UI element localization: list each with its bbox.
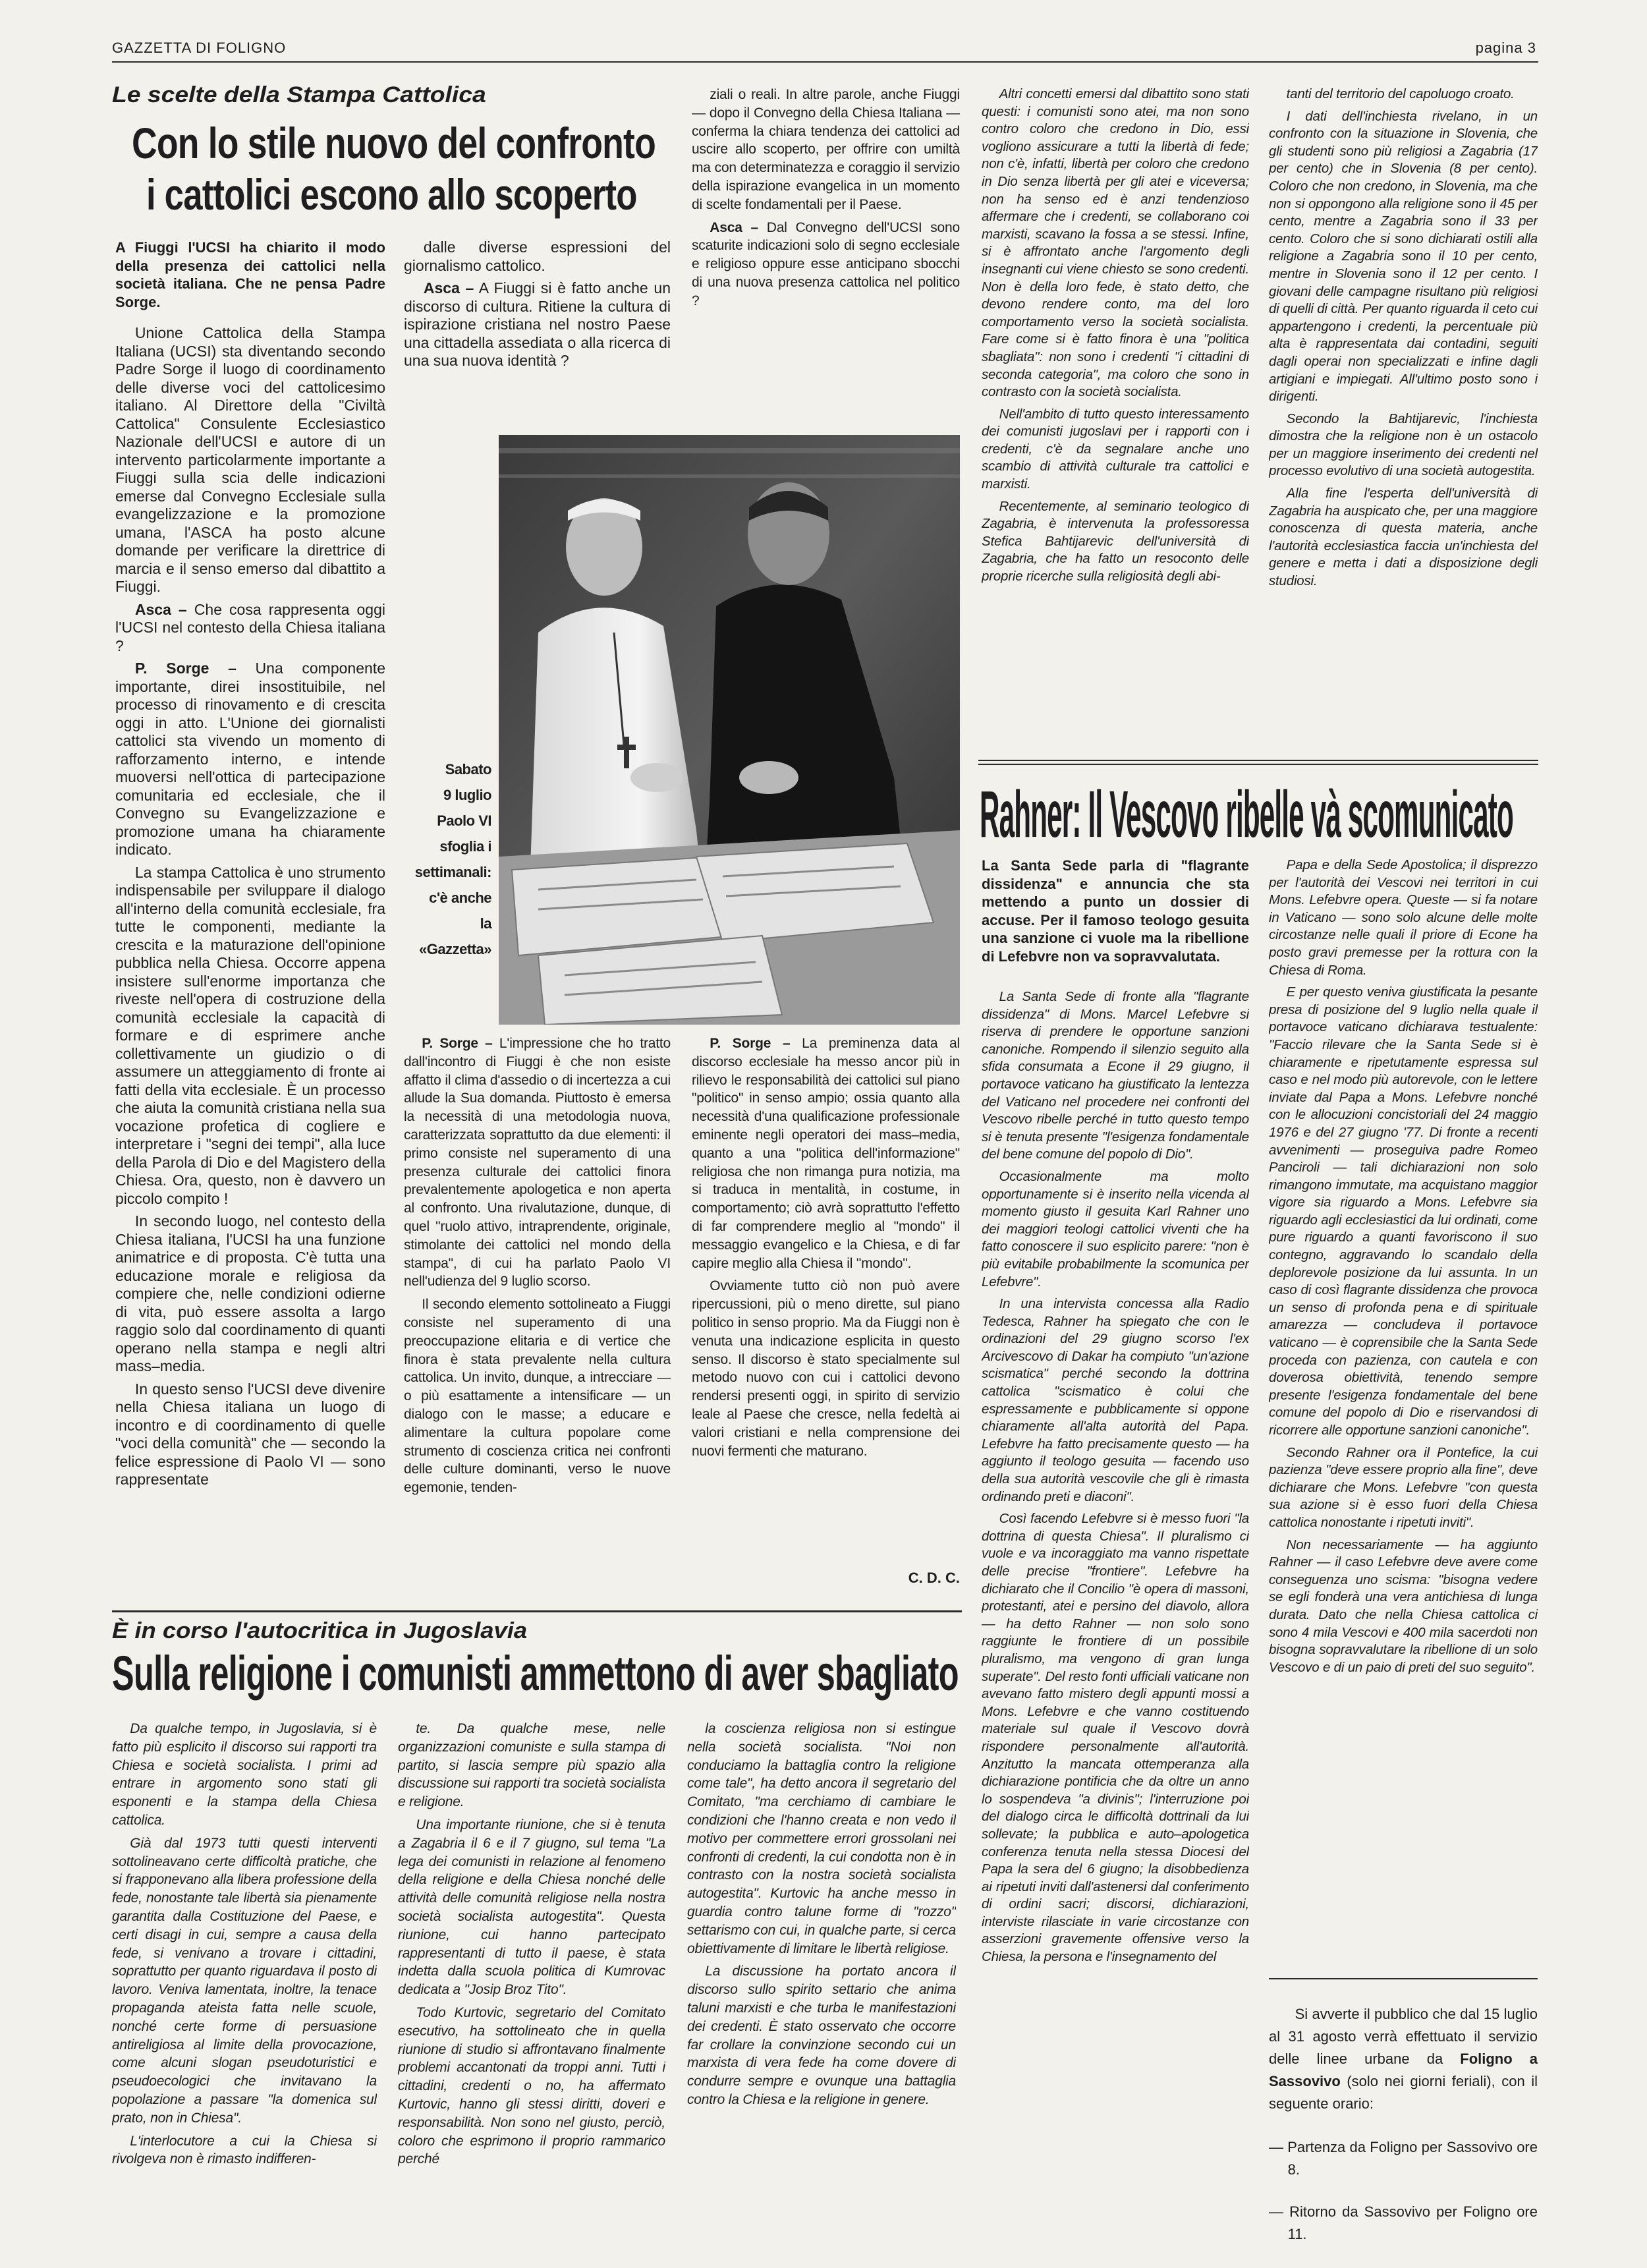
paragraph-text: Il secondo elemento sottolineato a Fiuggi consiste nel superamento di una preoccupazione elitaria e di vertice che finora è stata prevalente nella cultura cattolica. Un invito, dunque, a intrecciare — o più esattamente a intensificare — un dialogo con le masse; a educare e alimentare la cultura popolare come strumento di coscienza critica nei confronti delle culture dominanti, verso le nuove egemonie, tenden- [404, 1297, 671, 1496]
paragraph-text: dalle diverse espressioni del giornalismo cattolico. [404, 239, 671, 274]
paragraph-text: In una intervista concessa alla Radio Tedesca, Rahner ha spiegato che con le ordinazioni del 29 giugno scorso l'ex Arcivescovo di Dakar ha compiuto "un'azione scismatica" perché secondo la dottrina cattolica "scismatico è colui che espressamente e pubblicamente si oppone chiaramente all'alta autorità del Papa. Lefebvre ha fatto precisamente questo — ha aggiunto il teologo gesuita — facendo uso della sua autorità vescovile che gli è rimasta ordinando preti e diaconi". [982, 1296, 1249, 1504]
speaker-lead: P. Sorge – [134, 660, 237, 677]
jugoslavia-kicker: È in corso l'autocritica in Jugoslavia [112, 1618, 528, 1643]
article1-column-2-bottom [404, 1035, 671, 1588]
paragraph [398, 2004, 665, 2169]
paragraph [1269, 1537, 1538, 1677]
page-number: pagina 3 [1475, 40, 1536, 56]
jugoslavia-column-b [398, 1720, 665, 2234]
paragraph-text: La stampa Cattolica è uno strumento indispensabile per sviluppare il dialogo all'interno della comunità ecclesiale, fra tutte le componenti, mediante la crescita e la maturazione dell'opinione pubblica nella Chiesa. Occorre appena insistere sull'enorme importanza che riveste nell'opera di costruzione della comunità ecclesiale la capacità di formare e di esprimere anche collettivamente un giudizio o di assumere un atteggiamento di fronte ai fatti della vita ecclesiale. È un processo che aiuta la comunità cristiana nella sua vocazione profetica di cogliere e interpretare i "segni dei tempi", alla luce della Parola di Dio e del Magistero della Chiesa. Ora, questo, non è davvero un piccolo compito ! [115, 863, 385, 1207]
paragraph [982, 1295, 1249, 1506]
paragraph-text: La preminenza data al discorso ecclesiale ha messo ancor più in rilievo le responsabilità dei cattolici sul piano "politico" in senso ampio; ossia quanto alla necessità d'una qualificazione professionale eminente negli operatori dei mass–media, quanto a una "politica dell'informazione" religiosa che non rimanga pura notizia, ma si traduca in mentalità, in costume, in comportamento; ciò avrà soprattutto l'effetto di far comprendere meglio al "mondo" il messaggio evangelico e la Chiesa, e di far capire meglio alla Chiesa il "mondo". [692, 1036, 960, 1271]
paragraph [982, 498, 1249, 586]
notice-return: — Ritorno da Sassovivo per Foligno ore 11. [1269, 2203, 1538, 2242]
paragraph [112, 1834, 377, 2128]
paragraph-text: ziali o reali. In altre parole, anche Fiuggi — dopo il Convegno della Chiesa Italiana — conferma la chiara tendenza dei cattolici ad uscire allo scoperto, per offrire con umiltà ma con determinatezza e coraggio il servizio della ispirazione evangelica in un momento di scelte fondamentali per il Paese. [692, 87, 960, 212]
speaker-lead: Asca – [423, 279, 474, 297]
paragraph-text: Una componente importante, direi insostituibile, nel processo di rinovamento e di crescita oggi in atto. L'Unione dei giornalisti cattolici sta vivendo un momento di rafforzamento interno, e intende muoversi nell'ottica di partecipazione comunitaria ed ecclesiale, che il Convegno su Evangelizzazione e promozione umana ha chiaramente indicato. [115, 660, 385, 858]
paragraph [404, 239, 671, 275]
paragraph [404, 1295, 671, 1497]
paragraph-text: La discussione ha portato ancora il discorso sullo spirito settario che anima taluni marxisti e che turba le manifestazioni dei credenti. È stato osservato che occorre far crollare la convinzione secondo cui un marxista di vera fede ha come dovere di condurre sempre e ovunque una battaglia contro la Chiesa e la religione in genere. [687, 1964, 956, 2107]
paragraph-text: Unione Cattolica della Stampa Italiana (UCSI) sta diventando secondo Padre Sorge il luogo di coordinamento delle diverse voci del cattolicesimo italiano. Al Direttore della "Civiltà Cattolica" Consulente Ecclesiastico Nazionale dell'UCSI e autore di un intervento particolarmente importante a Fiuggi sulla scia delle indicazioni emerse dal Convegno Ecclesiale sulla evangelizzazione e la promozione umana, l'ASCA ha posto alcune domande per verificare la direttrice di marcia e il senso emerso dal dibattito a Fiuggi. [115, 324, 385, 595]
article1-kicker-wrap [112, 82, 486, 108]
paragraph-text: E per questo veniva giustificata la pesante presa di posizione del 9 luglio nella quale il portavoce vaticano dichiarava testualente: "Faccio rilevare che la Santa Sede si è chiaramente e ripetutamente espressa sul caso e nel modo più autorevole, con le lettere inviate dal Papa a Mons. Lefebvre nonché con le allocuzioni concistoriali del 24 maggio 1976 e del 27 giugno '77. Di fronte a recenti avvenimenti — proseguiva padre Romeo Panciroli — tali dichiarazioni non solo rimangono immutate, ma acquistano maggior vigore sia riguardo a Mons. Lefebvre sia riguardo agli ecclesiastici da lui ordinati, come pure riguardo a quanti favoriscono il suo contegno, aggravando lo scandalo della deplorevole posizione da lui assunta. In un caso di così flagrante dissidenza che provoca un senso di profonda pena e di spirituale amarezza — concludeva il portavoce vaticano — è coprensibile che la Santa Sede proceda con pazienza, con cautela e con doverosa obiettività, tenendo sempre presente l'esigenza fondamentale del bene comune del popolo di Dio e riservandosi di ricorrere alle opportune sanzioni canoniche". [1269, 984, 1538, 1438]
jugoslavia-headline-wrap [112, 1647, 959, 1700]
jugoslavia-column-a [112, 1720, 377, 2234]
paragraph [398, 1816, 665, 1999]
speaker-lead: Asca – [710, 219, 758, 235]
speaker-lead: P. Sorge – [422, 1036, 493, 1051]
paragraph-text: Dal Convegno dell'UCSI sono scaturite indicazioni solo di segno ecclesiale e religioso oppure esse anticipano sbocchi di una nuova presenza cattolica nel politico ? [692, 219, 960, 308]
jugoslavia-headline: Sulla religione i comunisti ammettono di aver sbagliato [112, 1646, 959, 1701]
paragraph [1269, 108, 1538, 406]
paragraph-text: Occasionalmente ma molto opportunamente si è inserito nella vicenda al momento giusto il gesuita Karl Rahner uno dei maggiori teologi cattolici viventi che ha fatto conoscere il suo esplicito parere: "non è più evitabile probabilmente la scomunica per Lefebvre". [982, 1168, 1249, 1290]
speaker-lead: P. Sorge – [710, 1036, 791, 1051]
paragraph-text: Todo Kurtovic, segretario del Comitato esecutivo, ha sottolineato che in quella riunione di studio si affrontavano finalmente problemi accantonati da troppi anni. Tutti i cittadini, credenti o no, ha affermato Kurtovic, hanno gli stessi diritti, doveri e responsabilità. Non sono nel giusto, perciò, coloro che esprimono il proprio rammarico perché [398, 2004, 665, 2167]
paragraph-text: A Fiuggi si è fatto anche un discorso di cultura. Ritiene la cultura di ispirazione cristiana nel nostro Paese una cittadella assediata o alla ricerca di una sua nuova identità ? [404, 279, 671, 369]
paragraph-text: La Santa Sede di fronte alla "flagrante dissidenza" di Mons. Marcel Lefebvre si riserva di prendere le opportune sanzioni canoniche. Rompendo il silenzio seguito alla sfida consumata a Econe il 29 giugno, il portavoce vaticano ha giustificato la lentezza del Vaticano nel procedere nei confronti del Vescovo ribelle perché in tutto questo tempo si è tenuta presente "l'esigenza fondamentale del bene comune del popolo di Dio". [982, 989, 1249, 1162]
caption-line: la [480, 915, 491, 932]
header-rule [112, 61, 1538, 63]
paragraph-text: Altri concetti emersi dal dibattito sono stati questi: i comunisti sono atei, ma non sono contro coloro che credono in Dio, essi vogliono assicurare a tutti la libertà di fede; non c'è, infatti, libertà per coloro che credono in Dio senza libertà per gli atei e viceversa; non ha senso ed è anzi tendenzioso affermare che i credenti, se collaborano coi marxisti, scavano la fossa a se stessi. Infine, si è affrontato anche l'argomento degli insegnanti cui viene chiesto se sono credenti. Non è della loro fede, è stato detto, che devono rendere conto, ma del loro comportamento verso la società socialista. Fare come si è fatto finora è una "politica sbagliata": non sono i credenti "i cittadini di seconda categoria", ma coloro che sono in contrasto con la società socialista. [982, 86, 1249, 400]
paragraph-text: I dati dell'inchiesta rivelano, in un confronto con la situazione in Slovenia, che gli studenti sono più religiosi a Zagabria (17 per cento) che in Slovenia (8 per cento). Coloro che non credono, in Slovenia, ma che non si oppongono alla religione sono il 45 per cento, mentre a Zagabria sono il 33 per cento. Coloro che si sono dichiarati ostili alla religione a Zagabria sono il 10 per cento, mentre in Slovenia sono il 12 per cento. I giovani delle campagne risultano più religiosi di quelli di città. Per quanto riguarda il ceto cui appartengono i credenti, la percentuale più alta è rappresentata dai contadini, seguiti dagli operai non specializzati e infine dagli artigiani e impiegati. All'ultimo posto sono i dirigenti. [1269, 108, 1538, 405]
jugoslavia-kicker-wrap [112, 1618, 527, 1644]
paragraph-text: Una importante riunione, che si è tenuta a Zagabria il 6 e il 7 giugno, sul tema "La lega dei comunisti in relazione al fenomeno della religione e della Chiesa nonché delle attività delle comunità religiose nella nostra società socialista autogestita". Questa riunione, cui hanno partecipato rappresentanti di tutto il paese, è stata indetta dalla scuola politica di Kumrovac dedicata a "Josip Broz Tito". [398, 1817, 665, 1998]
paragraph-text: Ovviamente tutto ciò non può avere ripercussioni, più o meno dirette, sul piano politico in senso proprio. Ma da Fiuggi non è venuta una indicazione esplicita in questo senso. Il discorso è stato specialmente sul metodo nuovo con cui i cattolici devono rendersi presenti oggi, in spirito di servizio leale al Paese che cresce, nella fedeltà ai valori cristiani e nella comprensione dei nuovi fermenti che maturano. [692, 1278, 960, 1459]
paragraph-text: tanti del territorio del capoluogo croato. [1286, 86, 1515, 101]
paragraph [687, 1962, 956, 2109]
paragraph [404, 1035, 671, 1291]
paragraph [112, 2132, 377, 2169]
paragraph [1269, 411, 1538, 480]
paragraph [1269, 857, 1538, 979]
paragraph-text: L'interlocutore a cui la Chiesa si rivolgeva non è rimasto indifferen- [112, 2133, 377, 2167]
paragraph-text: Secondo Rahner ora il Pontefice, la cui pazienza "deve essere proprio alla fine", deve dichiarare che Mons. Lefebvre "con questa sua azione si è esso fuori della Chiesa cattolica nonostante i ripetuti inviti". [1269, 1444, 1538, 1530]
article1-signature: C. D. C. [908, 1570, 960, 1586]
article1-column-1 [115, 324, 385, 1589]
rahner-headline: Rahner: Il Vescovo ribelle và scomunicato [980, 778, 1513, 851]
rahner-column-2 [1269, 857, 1538, 1973]
paragraph [692, 86, 960, 214]
paragraph [982, 1168, 1249, 1291]
jugoslavia-column-5 [1269, 86, 1538, 748]
article1-column-2-top [404, 239, 671, 420]
paragraph [115, 324, 385, 596]
paragraph [115, 864, 385, 1208]
notice-text-before: Si avverte il pubblico che dal 15 luglio al 31 agosto verrà effettuato il servizio delle linee urbane da [1269, 2006, 1538, 2067]
paragraph [112, 1720, 377, 1830]
article1-deck: A Fiuggi l'UCSI ha chiarito il modo della presenza dei cattolici nella società italiana. Che ne pensa Padre Sorge. [115, 239, 385, 310]
paragraph-text: Papa e della Sede Apostolica; il disprezzo per l'autorità dei Vescovi nei territori in cui Mons. Lefebvre opera. Queste — si fa notare in Vaticano — sono solo alcune delle molte circostanze nelle quali il priore di Econe ha posto gravi premesse per la rottura con la Chiesa di Roma. [1269, 857, 1538, 978]
paragraph [692, 1277, 960, 1460]
caption-line: «Gazzetta» [419, 941, 491, 957]
caption-line: sfoglia i [439, 838, 491, 855]
paragraph [692, 219, 960, 310]
notice-text-after: (solo nei giorni feriali), con il seguente orario: [1269, 2073, 1538, 2112]
photo-pope-with-newspapers [499, 435, 960, 1025]
paragraph-text: Così facendo Lefebvre si è messo fuori "la dottrina di questa Chiesa". Il pluralismo ci vuole e va incoraggiato ma vanno rispettate delle precise "frontiere". Lefebvre ha dichiarato che il Concilio "è opera di massoni, protestanti, atei e persino del diavolo, allora — ha detto Rahner — non solo sono raggiunte le frontiere di un possibile pluralismo, ma vengono di gran lunga superate". Del resto fonti ufficiali vaticane non avevano fatto mistero degli appunti mossi a Mons. Lefebvre e che vanno costituendo materiale sul quale il Vescovo dovrà rispondere personalmente all'autorità. Anzitutto la mancata ottemperanza alla dichiarazione pontificia che da oltre un anno lo sospendeva "a divinis"; l'interruzione poi del dialogo circa le difficoltà dottrinali da lui sollevate; la pubblica e auto–apologetica conferenza tenuta nella stessa Diocesi del Papa la sera del 6 giugno; la disobbedienza ai ripetuti inviti dall'astenersi dal conferimento di ordini sacri; discorsi, dichiarazioni, interviste rilasciate in varie circostanze con asserzioni gravemente offensive verso la Chiesa, la persona e l'insegnamento del [982, 1511, 1249, 1965]
paragraph-text: Che cosa rappresenta oggi l'UCSI nel contesto della Chiesa italiana ? [115, 600, 385, 654]
paragraph-text: te. Da qualche mese, nelle organizzazioni comuniste e sulla stampa di partito, si lascia sempre più spazio alla discussione sui rapporti tra società socialista e religione. [398, 1721, 665, 1810]
paragraph [115, 1212, 385, 1376]
article1-headline-line1-wrap [132, 120, 656, 166]
paragraph-text: Già dal 1973 tutti questi interventi sottolineavano certe difficoltà pratiche, che si frapponevano alla libera professione della fede, nonostante tale libertà sia pienamente garantita dalla Costituzione del Paese, e certi disagi in cui, sempre a causa della fede, si venivano a trovare i cittadini, soprattutto per quanto riguardava il posto di lavoro. Veniva lamentata, inoltre, la tenace propaganda ateista fatta nelle scuole, nonché certe forme di persuasione antireligiosa al limite della provocazione, come alcuni slogan pseudoturistici e pseudoecologici che invitavano la popolazione a passare "la domenica sul prato, non in Chiesa". [112, 1835, 377, 2126]
paragraph [1269, 86, 1538, 103]
jugoslavia-column-c [687, 1720, 956, 2234]
bus-service-notice [1269, 2003, 1538, 2265]
paragraph-text: Alla fine l'esperta dell'università di Zagabria ha auspicato che, per una maggiore conoscenza di questa materia, anche l'autorità ecclesiastica faccia un'inchiesta del genere e metta i dati a disposizione degli studiosi. [1269, 486, 1538, 589]
caption-line: Paolo VI [437, 812, 491, 829]
article1-kicker: Le scelte della Stampa Cattolica [112, 82, 486, 107]
paragraph [692, 1035, 960, 1272]
paragraph [982, 406, 1249, 494]
notice-route: Foligno a Sassovivo [1269, 2051, 1538, 2089]
paragraph [687, 1720, 956, 1958]
paragraph [398, 1720, 665, 1811]
notice-text [1269, 2003, 1538, 2115]
rahner-headline-wrap [980, 778, 1513, 851]
paragraph [1269, 984, 1538, 1439]
paragraph-text: Non necessariamente — ha aggiunto Rahner — il caso Lefebvre deve avere come conseguenza uno scisma: "bisogna vedere se egli fonderà una vera antichiesa di lunga durata. Dato che nella Chiesa cattolica ci sono 4 mila Vescovi e 400 mila sacerdoti non bisogna sopravvalutare la ribellione di un solo Vescovo e di un paio di preti del suo seguito". [1269, 1537, 1538, 1675]
paragraph-text: la coscienza religiosa non si estingue nella società socialista. "Noi non conduciamo la battaglia contro la religione come tale", ha detto ancora il segretario del Comitato, "ma cerchiamo di cambiare le condizioni che l'hanno creata e non vedo il motivo per commettere errori grossolani nei confronti di credenti, la cui condotta non è in contrasto con la nostra società socialista autogestita". Kurtovic ha anche messo in guardia contro talune forme di "rozzo" settarismo con cui, in qualche parte, si cerca obiettivamente di limitare le libertà religiose. [687, 1721, 956, 1956]
notice-rule [1269, 1978, 1538, 1979]
jugoslavia-rule [112, 1610, 962, 1612]
caption-line: settimanali: [414, 864, 491, 880]
paragraph [982, 1510, 1249, 1966]
paragraph [115, 660, 385, 859]
article1-headline-line2-wrap [146, 171, 637, 217]
article1-headline-line1: Con lo stile nuovo del confronto [132, 119, 656, 167]
caption-line: Sabato [445, 761, 491, 778]
speaker-lead: Asca – [134, 600, 187, 618]
double-rule-bottom [978, 764, 1538, 765]
article1-column-3-bottom [692, 1035, 960, 1568]
paragraph [982, 988, 1249, 1164]
paragraph [1269, 1444, 1538, 1532]
paragraph-text: Recentemente, al seminario teologico di Zagabria, è intervenuta la professoressa Stefica Bahtijarevic dell'università di Zagabria, che ha fatto un resoconto delle proprie ricerche sulla religiosità degli abi- [982, 498, 1249, 584]
caption-line: c'è anche [429, 890, 491, 906]
article1-headline-line2: i cattolici escono allo scoperto [146, 170, 637, 219]
paragraph [1269, 485, 1538, 590]
paragraph-text: L'impressione che ho tratto dall'incontro di Fiuggi è che non esiste affatto il clima d'assedio o di incertezza a cui allude la Sua domanda. Piuttosto è emersa la necessità di una metodologia nuova, caratterizzata soprattutto da due elementi: il primo consiste nel superamento di una presenza culturale dei cattolici finora prevalentemente apologetica e non aperta al confronto. Una rivalutazione, dunque, di quel "ruolo attivo, intraprendente, originale, stimolante dei cattolici nel mondo della stampa", di cui ha parlato Paolo VI nell'udienza del 9 luglio scorso. [404, 1036, 671, 1290]
paragraph-text: Da qualche tempo, in Jugoslavia, si è fatto più esplicito il discorso sui rapporti tra Chiesa e società socialista. I primi ad entrare in argomento sono stati gli esponenti e la stampa della Chiesa cattolica. [112, 1721, 377, 1828]
double-rule-top [978, 760, 1538, 761]
rahner-column-1 [982, 988, 1249, 2230]
paragraph [982, 86, 1249, 401]
paragraph-text: Nell'ambito di tutto questo interessamento dei comunisti jugoslavi per i rapporti con i credenti, c'è da segnalare anche uno scambio di attività culturale tra cattolici e marxisti. [982, 406, 1249, 492]
paragraph-text: In questo senso l'UCSI deve divenire nella Chiesa italiana un luogo di incontro e di coordinamento di quelle "voci della comunità" che — secondo la felice espressione di Paolo VI — sono rappresentate [115, 1380, 385, 1488]
photo-caption [393, 756, 491, 962]
masthead: GAZZETTA DI FOLIGNO [112, 40, 287, 56]
paragraph-text: Secondo la Bahtijarevic, l'inchiesta dimostra che la religione non è un ostacolo per un maggiore inserimento dei credenti nel processo evolutivo di una società autogestita. [1269, 411, 1538, 479]
paragraph [115, 601, 385, 656]
article1-column-3-top [692, 86, 960, 425]
notice-departure: — Partenza da Foligno per Sassovivo ore 8. [1269, 2139, 1538, 2178]
paragraph [404, 279, 671, 370]
paragraph-text: In secondo luogo, nel contesto della Chiesa italiana, l'UCSI ha una funzione animatrice e di proposta. C'è tutta una educazione morale e religiosa da compiere che, nelle condizioni odierne di vita, può essere assolta a largo raggio solo dal coordinamento di quanti operano nella stampa e negli altri mass–media. [115, 1212, 385, 1375]
rahner-deck: La Santa Sede parla di "flagrante dissidenza" e annuncia che sta mettendo a punto un dossier di accuse. Per il famoso teologo gesuita una sanzione ci vuole ma la ribellione di Lefebvre non va sopravvalutata. [982, 857, 1249, 965]
caption-line: 9 luglio [443, 787, 491, 803]
paragraph [115, 1380, 385, 1489]
jugoslavia-column-4 [982, 86, 1249, 748]
